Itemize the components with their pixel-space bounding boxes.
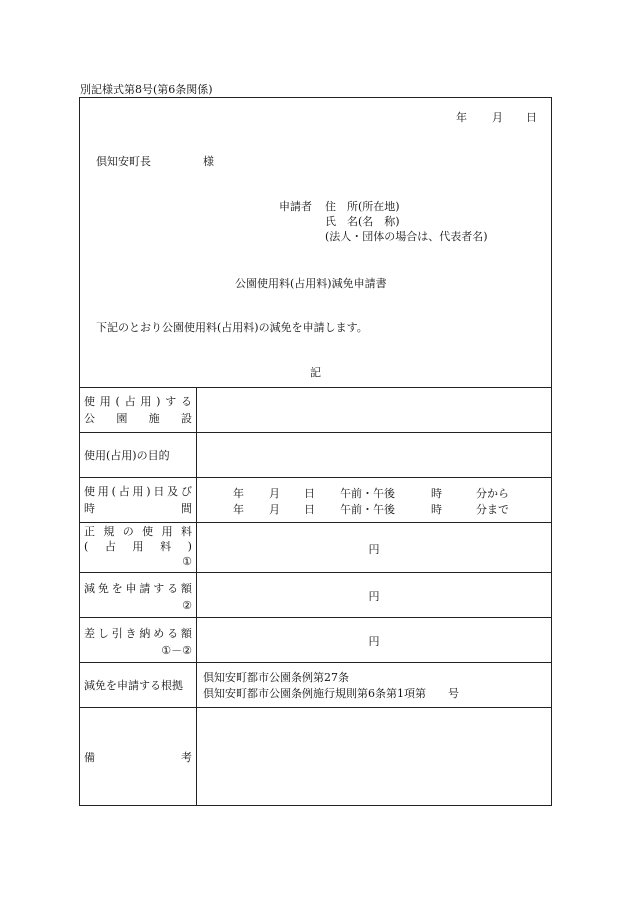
label-char: 用: [99, 395, 111, 408]
label-char: 占: [104, 540, 116, 553]
label-char: 設: [180, 412, 192, 425]
label-char: し: [97, 627, 109, 640]
intro-text: 下記のとおり公園使用料(占用料)の減免を申請します。: [96, 321, 368, 334]
regular-fee-unit: 円: [368, 543, 380, 556]
label-char: 申: [125, 582, 137, 595]
label-char: び: [180, 485, 192, 498]
basis-label: 減免を申請する根拠: [84, 679, 183, 692]
label-char: す: [165, 395, 177, 408]
net-amount-label-line1: [84, 625, 192, 642]
reduction-unit: 円: [368, 590, 380, 603]
honorific: 様: [203, 155, 214, 168]
label-char: 間: [181, 502, 192, 515]
datetime-label-line2: [84, 500, 192, 517]
label-char: 料: [180, 525, 192, 538]
table-divider: [80, 432, 551, 433]
recipient: 倶知安町長: [96, 155, 151, 168]
label-char: 用: [140, 395, 152, 408]
applicant-address-label: 住 所(所在地): [325, 200, 400, 213]
label-char: (: [115, 395, 120, 408]
label-char: め: [153, 627, 165, 640]
label-char: 請: [139, 582, 151, 595]
label-char: 使: [142, 525, 154, 538]
date-year-label: 年: [456, 111, 467, 124]
label-char: ): [156, 395, 161, 408]
label-char: 額: [180, 627, 192, 640]
table-divider: [80, 617, 551, 618]
applicant-label: 申請者: [279, 200, 312, 213]
label-char: 時: [84, 502, 95, 515]
datetime-end-month: 月: [269, 503, 280, 516]
regular-fee-label-line1: [84, 524, 192, 539]
remarks-label-line1: [84, 749, 192, 766]
datetime-start-year: 年: [233, 487, 244, 500]
datetime-start-day: 日: [304, 487, 315, 500]
table-divider: [80, 522, 551, 523]
regular-fee-label-line2: [84, 539, 192, 554]
label-char: 差: [84, 627, 95, 640]
label-char: 日: [153, 485, 165, 498]
label-char: る: [180, 395, 192, 408]
net-amount-label: [84, 625, 192, 659]
datetime-end-year: 年: [233, 503, 244, 516]
label-char: 公: [84, 412, 95, 425]
regular-fee-mark: ①: [182, 555, 192, 568]
label-char: 納: [139, 627, 151, 640]
datetime-label: [84, 483, 192, 517]
label-char: 額: [180, 582, 192, 595]
label-char: を: [111, 582, 123, 595]
label-char: 占: [124, 395, 136, 408]
label-char: き: [125, 627, 137, 640]
document-title: 公園使用料(占用料)減免申請書: [235, 277, 387, 290]
datetime-start-month: 月: [269, 487, 280, 500]
label-char: (: [111, 485, 116, 498]
datetime-start-minute: 分から: [476, 487, 509, 500]
label-char: 使: [84, 395, 95, 408]
label-char: 及: [167, 485, 179, 498]
table-divider: [80, 477, 551, 478]
label-char: る: [167, 627, 179, 640]
reduction-label-line1: [84, 580, 192, 597]
label-char: 施: [148, 412, 160, 425]
table-divider: [80, 572, 551, 573]
net-amount-mark: ①－②: [161, 644, 192, 657]
label-char: 料: [160, 540, 172, 553]
datetime-start-hour: 時: [431, 487, 442, 500]
remarks-label: [84, 749, 192, 766]
label-char: 免: [97, 582, 109, 595]
label-char: 使: [84, 485, 95, 498]
applicant-note: (法人・団体の場合は、代表者名): [325, 230, 488, 243]
applicant-name-label: 氏 名(名 称): [325, 215, 400, 228]
label-char: 正: [84, 525, 95, 538]
label-char: 用: [97, 485, 109, 498]
ki-heading: 記: [310, 366, 321, 379]
label-char: 減: [84, 582, 95, 595]
reduction-mark: ②: [182, 599, 192, 612]
basis-text-1: 倶知安町都市公園条例第27条: [203, 671, 349, 684]
table-divider: [80, 662, 551, 663]
facility-label: [84, 393, 192, 427]
label-char: 用: [161, 525, 173, 538]
date-month-label: 月: [492, 111, 503, 124]
facility-label-line1: [84, 393, 192, 410]
label-char: 引: [111, 627, 123, 640]
regular-fee-label: [84, 524, 192, 569]
facility-label-line2: [84, 410, 192, 427]
label-char: 用: [132, 540, 144, 553]
datetime-start-ampm: 午前・午後: [340, 487, 395, 500]
net-amount-unit: 円: [368, 635, 380, 648]
label-char: る: [167, 582, 179, 595]
datetime-end-hour: 時: [431, 503, 442, 516]
label-char: 園: [116, 412, 128, 425]
date-day-label: 日: [526, 111, 537, 124]
application-form: [79, 97, 552, 806]
datetime-end-day: 日: [304, 503, 315, 516]
basis-text-2: 倶知安町都市公園条例施行規則第6条第1項第 号: [203, 687, 459, 700]
reduction-label: [84, 580, 192, 614]
label-char: ): [187, 540, 192, 553]
label-char: の: [122, 525, 134, 538]
label-char: (: [84, 540, 89, 553]
label-char: 考: [181, 751, 192, 764]
datetime-end-minute: 分まで: [476, 503, 509, 516]
table-divider: [80, 387, 551, 388]
label-char: 用: [132, 485, 144, 498]
datetime-label-line1: [84, 483, 192, 500]
label-char: す: [153, 582, 165, 595]
datetime-end-ampm: 午前・午後: [340, 503, 395, 516]
label-char: ): [146, 485, 151, 498]
label-char: 占: [118, 485, 130, 498]
table-divider: [80, 707, 551, 708]
form-reference: 別記様式第8号(第6条関係): [80, 83, 213, 96]
label-char: 備: [84, 751, 95, 764]
label-char: 規: [103, 525, 115, 538]
purpose-label: 使用(占用)の目的: [84, 449, 170, 462]
